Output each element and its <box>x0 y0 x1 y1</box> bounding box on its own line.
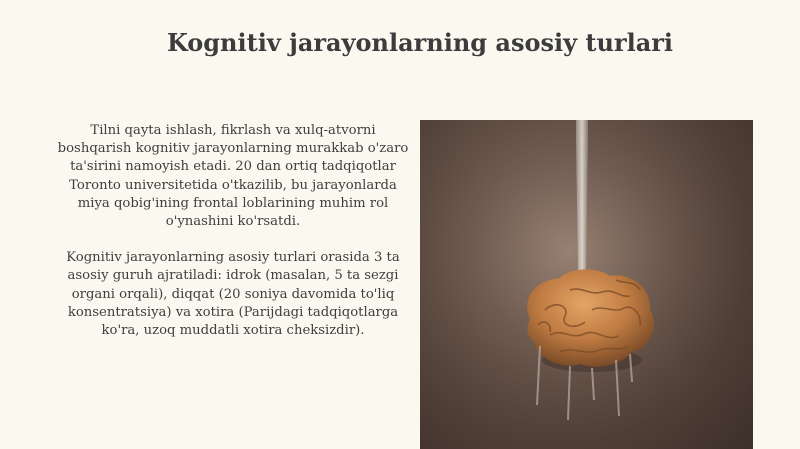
paragraph-2: Kognitiv jarayonlarning asosiy turlari orasida 3 ta asosiy guruh ajratiladi: idrok (masalan, 5 ta sezgi organi orqali), diqqat (20 soniya davomida to'liq konsentratsiya) va xotira (Parijdagi tadqiqotlarga ko'ra, uzoq muddatli xotira cheksizdir). <box>66 250 400 339</box>
brain-photo <box>420 120 753 449</box>
paragraph-1: Tilni qayta ishlash, fikrlash va xulq-atvorni boshqarish kognitiv jarayonlarning murakkab o'zaro ta'sirini namoyish etadi. 20 dan ortiq tadqiqotlar Toronto universitetida o'tkazilib, bu jarayonlarda miya qobig'ining frontal loblarining muhim rol o'ynashini ko'rsatdi. <box>57 123 409 230</box>
brain-illustration <box>420 120 753 449</box>
body-text <box>52 122 414 358</box>
slide-title: Kognitiv jarayonlarning asosiy turlari <box>166 28 674 57</box>
